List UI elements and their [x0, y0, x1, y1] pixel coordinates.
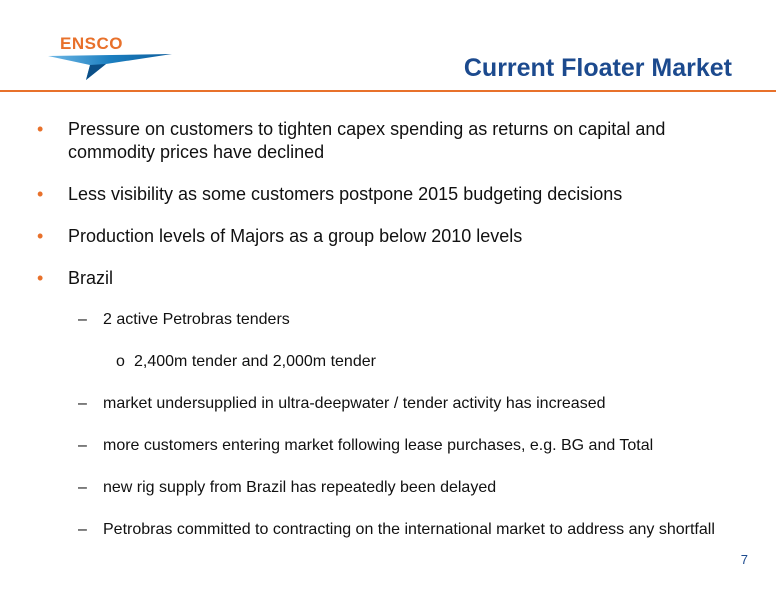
sub-bullet-committed: [0, 520, 776, 540]
bullet-text: Pressure on customers to tighten capex spending as returns on capital and commodity prices have declined: [68, 119, 666, 162]
logo-wordmark: ENSCO: [60, 34, 123, 53]
page-number: 7: [740, 552, 748, 567]
sub-bullet-supply: [0, 478, 776, 498]
sub-bullet-text: 2 active Petrobras tenders: [103, 311, 290, 328]
ensco-logo: [46, 34, 176, 82]
bullet-pressure: [0, 118, 776, 164]
sub-bullet-text: more customers entering market following lease purchases, e.g. BG and Total: [103, 437, 654, 454]
dash-icon: –: [78, 521, 87, 538]
dash-icon: –: [78, 437, 87, 454]
bullet-dot-icon: •: [37, 226, 44, 246]
bullet-brazil: [0, 267, 776, 290]
sub-sub-bullet-text: 2,400m tender and 2,000m tender: [134, 353, 376, 370]
bullet-dot-icon: •: [37, 119, 44, 139]
bullet-visibility: [0, 183, 776, 206]
bullet-text: Less visibility as some customers postpone 2015 budgeting decisions: [68, 184, 623, 204]
dash-icon: –: [78, 395, 87, 412]
sub-bullet-tenders: [0, 310, 776, 330]
bullet-dot-icon: •: [37, 268, 44, 288]
sub-sub-bullet-tender-detail: [0, 352, 776, 372]
sub-bullet-text: Petrobras committed to contracting on the international market to address any shortfall: [103, 521, 715, 538]
slide-content: [0, 118, 776, 562]
bullet-text: Brazil: [68, 268, 114, 288]
bullet-production: [0, 225, 776, 248]
dash-icon: –: [78, 479, 87, 496]
open-bullet-icon: o: [116, 353, 125, 370]
sub-bullet-text: new rig supply from Brazil has repeatedly been delayed: [103, 479, 497, 496]
title-divider: [0, 90, 776, 92]
dash-icon: –: [78, 311, 87, 328]
sub-bullet-customers: [0, 436, 776, 456]
bullet-text: Production levels of Majors as a group below 2010 levels: [68, 226, 523, 246]
logo-wing-icon: [46, 46, 176, 82]
sub-bullet-text: market undersupplied in ultra-deepwater / tender activity has increased: [103, 395, 606, 412]
bullet-dot-icon: •: [37, 184, 44, 204]
sub-bullet-undersupplied: [0, 394, 776, 414]
slide-title: Current Floater Market: [463, 54, 732, 82]
